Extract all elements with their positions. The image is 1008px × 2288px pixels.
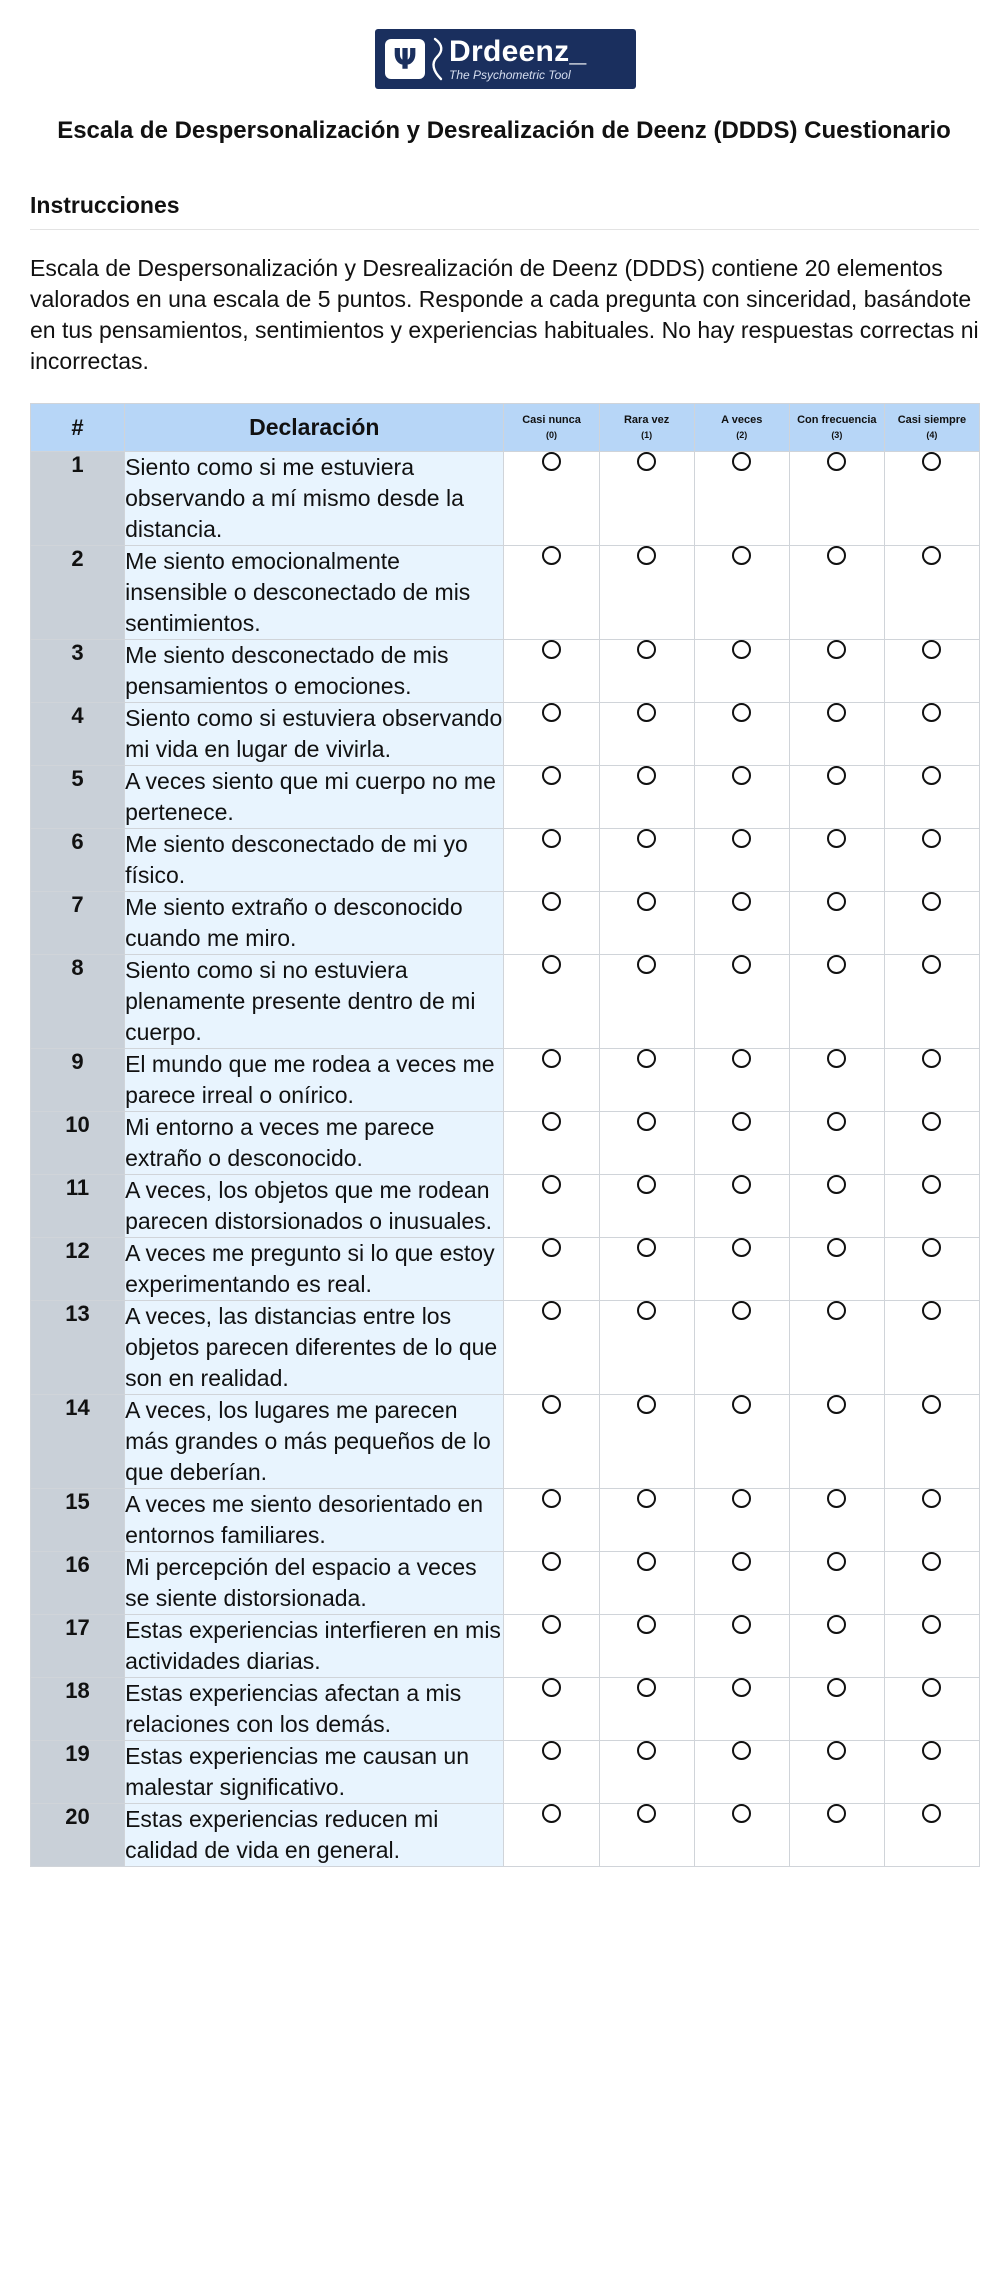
radio-option[interactable] — [732, 1238, 751, 1257]
item-number: 15 — [31, 1489, 125, 1552]
radio-option[interactable] — [732, 1552, 751, 1571]
radio-option[interactable] — [732, 1678, 751, 1697]
radio-option[interactable] — [542, 1112, 561, 1131]
radio-cell — [694, 703, 789, 766]
radio-option[interactable] — [732, 452, 751, 471]
radio-cell — [884, 1552, 979, 1615]
table-row — [31, 829, 980, 892]
radio-option[interactable] — [637, 1615, 656, 1634]
item-number: 3 — [31, 640, 125, 703]
item-statement: Me siento desconectado de mis pensamientos o emociones. — [125, 640, 504, 703]
table-row — [31, 892, 980, 955]
item-statement: A veces me pregunto si lo que estoy experimentando es real. — [125, 1238, 504, 1301]
radio-option[interactable] — [542, 766, 561, 785]
radio-option[interactable] — [922, 546, 941, 565]
radio-option[interactable] — [732, 1112, 751, 1131]
radio-cell — [504, 703, 599, 766]
radio-option[interactable] — [542, 1678, 561, 1697]
radio-cell — [504, 546, 599, 640]
radio-option[interactable] — [637, 1804, 656, 1823]
radio-option[interactable] — [827, 1238, 846, 1257]
radio-cell — [694, 1615, 789, 1678]
radio-option[interactable] — [922, 1489, 941, 1508]
radio-cell — [789, 452, 884, 546]
radio-cell — [789, 1238, 884, 1301]
option-score: (4) — [926, 429, 938, 440]
radio-option[interactable] — [542, 1238, 561, 1257]
radio-cell — [789, 955, 884, 1049]
header-option — [789, 404, 884, 452]
item-statement: Me siento extraño o desconocido cuando me miro. — [125, 892, 504, 955]
radio-option[interactable] — [827, 1112, 846, 1131]
item-statement: Siento como si me estuviera observando a mí mismo desde la distancia. — [125, 452, 504, 546]
radio-cell — [599, 1804, 694, 1867]
radio-option[interactable] — [637, 1301, 656, 1320]
radio-cell — [694, 1238, 789, 1301]
option-label: A veces — [721, 413, 763, 426]
radio-cell — [789, 640, 884, 703]
table-row — [31, 546, 980, 640]
radio-cell — [504, 829, 599, 892]
radio-option[interactable] — [827, 1678, 846, 1697]
radio-cell — [789, 1741, 884, 1804]
option-label: Casi nunca — [522, 413, 581, 426]
radio-cell — [884, 1049, 979, 1112]
radio-option[interactable] — [732, 1489, 751, 1508]
item-statement: A veces, los lugares me parecen más grandes o más pequeños de lo que deberían. — [125, 1395, 504, 1489]
option-score: (3) — [831, 429, 843, 440]
radio-cell — [694, 1395, 789, 1489]
table-row — [31, 1678, 980, 1741]
radio-option[interactable] — [542, 829, 561, 848]
radio-cell — [789, 1049, 884, 1112]
radio-cell — [884, 955, 979, 1049]
item-statement: Siento como si estuviera observando mi vida en lugar de vivirla. — [125, 703, 504, 766]
radio-cell — [504, 892, 599, 955]
radio-cell — [599, 1175, 694, 1238]
radio-option[interactable] — [542, 1615, 561, 1634]
item-statement: Estas experiencias me causan un malestar significativo. — [125, 1741, 504, 1804]
item-number: 20 — [31, 1804, 125, 1867]
radio-cell — [694, 892, 789, 955]
radio-option[interactable] — [922, 1238, 941, 1257]
radio-cell — [884, 829, 979, 892]
radio-cell — [599, 1395, 694, 1489]
radio-option[interactable] — [542, 1395, 561, 1414]
radio-option[interactable] — [827, 1552, 846, 1571]
radio-option[interactable] — [732, 1804, 751, 1823]
radio-cell — [884, 1804, 979, 1867]
psi-icon: Ψ — [385, 39, 425, 79]
table-row — [31, 1804, 980, 1867]
item-statement: Estas experiencias interfieren en mis actividades diarias. — [125, 1615, 504, 1678]
radio-cell — [789, 1395, 884, 1489]
radio-option[interactable] — [732, 1741, 751, 1760]
table-row — [31, 1049, 980, 1112]
radio-option[interactable] — [542, 955, 561, 974]
instructions-text: Escala de Despersonalización y Desrealización de Deenz (DDDS) contiene 20 elementos valorados en una escala de 5 puntos. Responde a cada pregunta con sinceridad, basándote en tus pensamientos, sentimientos y experiencias habituales. No hay respuestas correctas ni incorrectas. — [30, 255, 979, 374]
option-label: Rara vez — [623, 413, 670, 426]
item-number: 17 — [31, 1615, 125, 1678]
header-option — [694, 404, 789, 452]
radio-cell — [599, 829, 694, 892]
option-label: Casi siempre — [897, 413, 967, 426]
option-score: (1) — [641, 429, 653, 440]
item-number: 14 — [31, 1395, 125, 1489]
radio-option[interactable] — [732, 955, 751, 974]
table-row — [31, 640, 980, 703]
radio-cell — [504, 1301, 599, 1395]
table-row — [31, 1175, 980, 1238]
radio-cell — [884, 546, 979, 640]
radio-option[interactable] — [637, 640, 656, 659]
logo-tagline: The Psychometric Tool — [449, 67, 571, 82]
page-title: Escala de Despersonalización y Desrealización de Deenz (DDDS) Cuestionario — [57, 117, 951, 144]
instructions-heading: Instrucciones — [30, 192, 180, 218]
item-statement: Estas experiencias afectan a mis relaciones con los demás. — [125, 1678, 504, 1741]
radio-option[interactable] — [827, 829, 846, 848]
item-number: 9 — [31, 1049, 125, 1112]
radio-option[interactable] — [637, 1489, 656, 1508]
radio-option[interactable] — [637, 1552, 656, 1571]
radio-cell — [504, 1804, 599, 1867]
wave-icon — [431, 37, 445, 81]
radio-option[interactable] — [827, 1741, 846, 1760]
header-option — [599, 404, 694, 452]
radio-cell — [694, 1678, 789, 1741]
radio-option[interactable] — [827, 452, 846, 471]
radio-option[interactable] — [922, 1678, 941, 1697]
radio-cell — [599, 892, 694, 955]
radio-option[interactable] — [922, 829, 941, 848]
radio-cell — [884, 766, 979, 829]
item-number: 7 — [31, 892, 125, 955]
radio-cell — [789, 892, 884, 955]
radio-cell — [884, 1238, 979, 1301]
radio-cell — [694, 1552, 789, 1615]
radio-cell — [789, 766, 884, 829]
radio-option[interactable] — [922, 1804, 941, 1823]
radio-option[interactable] — [732, 892, 751, 911]
radio-option[interactable] — [637, 1678, 656, 1697]
header-option — [884, 404, 979, 452]
radio-option[interactable] — [732, 1395, 751, 1414]
item-statement: Me siento desconectado de mi yo físico. — [125, 829, 504, 892]
radio-cell — [694, 1741, 789, 1804]
radio-option[interactable] — [922, 766, 941, 785]
radio-option[interactable] — [732, 829, 751, 848]
radio-option[interactable] — [542, 452, 561, 471]
radio-cell — [789, 1489, 884, 1552]
radio-option[interactable] — [827, 640, 846, 659]
radio-cell — [599, 640, 694, 703]
item-statement: A veces, las distancias entre los objetos parecen diferentes de lo que son en realidad. — [125, 1301, 504, 1395]
item-number: 1 — [31, 452, 125, 546]
radio-option[interactable] — [922, 452, 941, 471]
radio-cell — [884, 1678, 979, 1741]
radio-cell — [789, 1175, 884, 1238]
item-statement: Me siento emocionalmente insensible o desconectado de mis sentimientos. — [125, 546, 504, 640]
radio-cell — [884, 1395, 979, 1489]
radio-option[interactable] — [542, 703, 561, 722]
radio-cell — [694, 452, 789, 546]
item-number: 18 — [31, 1678, 125, 1741]
radio-cell — [789, 829, 884, 892]
table-row — [31, 1301, 980, 1395]
item-statement: Mi entorno a veces me parece extraño o desconocido. — [125, 1112, 504, 1175]
radio-cell — [599, 1678, 694, 1741]
item-number: 12 — [31, 1238, 125, 1301]
radio-option[interactable] — [922, 892, 941, 911]
radio-option[interactable] — [637, 955, 656, 974]
item-number: 19 — [31, 1741, 125, 1804]
table-row — [31, 1489, 980, 1552]
radio-cell — [694, 1112, 789, 1175]
radio-option[interactable] — [922, 1615, 941, 1634]
radio-cell — [694, 829, 789, 892]
radio-option[interactable] — [732, 1615, 751, 1634]
item-statement: A veces me siento desorientado en entornos familiares. — [125, 1489, 504, 1552]
radio-cell — [884, 1301, 979, 1395]
radio-cell — [694, 546, 789, 640]
table-header-row — [31, 404, 980, 452]
radio-cell — [694, 955, 789, 1049]
radio-option[interactable] — [827, 546, 846, 565]
item-number: 13 — [31, 1301, 125, 1395]
radio-cell — [694, 1301, 789, 1395]
radio-cell — [884, 703, 979, 766]
radio-option[interactable] — [542, 1804, 561, 1823]
radio-cell — [504, 1112, 599, 1175]
radio-option[interactable] — [732, 1049, 751, 1068]
option-label: Con frecuencia — [797, 413, 877, 426]
radio-option[interactable] — [827, 766, 846, 785]
radio-cell — [884, 640, 979, 703]
radio-option[interactable] — [732, 546, 751, 565]
radio-cell — [884, 1175, 979, 1238]
radio-cell — [599, 1301, 694, 1395]
radio-option[interactable] — [922, 1552, 941, 1571]
radio-option[interactable] — [637, 1238, 656, 1257]
header-statement: Declaración — [125, 404, 504, 452]
table-body — [31, 452, 980, 1867]
option-score: (0) — [546, 429, 558, 440]
radio-cell — [504, 1489, 599, 1552]
radio-cell — [599, 1615, 694, 1678]
radio-cell — [504, 1741, 599, 1804]
radio-cell — [504, 1238, 599, 1301]
radio-cell — [599, 1049, 694, 1112]
radio-option[interactable] — [732, 640, 751, 659]
radio-cell — [504, 1395, 599, 1489]
table-row — [31, 766, 980, 829]
radio-option[interactable] — [542, 1049, 561, 1068]
radio-option[interactable] — [637, 1049, 656, 1068]
radio-option[interactable] — [542, 1301, 561, 1320]
drdeenz-logo — [375, 29, 636, 89]
questionnaire-table — [30, 403, 980, 1867]
radio-option[interactable] — [922, 1301, 941, 1320]
radio-cell — [504, 1678, 599, 1741]
radio-cell — [599, 703, 694, 766]
item-number: 8 — [31, 955, 125, 1049]
radio-option[interactable] — [922, 703, 941, 722]
radio-option[interactable] — [922, 1741, 941, 1760]
radio-cell — [884, 1741, 979, 1804]
radio-cell — [694, 766, 789, 829]
radio-cell — [884, 1489, 979, 1552]
radio-option[interactable] — [542, 640, 561, 659]
item-number: 6 — [31, 829, 125, 892]
item-statement: Mi percepción del espacio a veces se siente distorsionada. — [125, 1552, 504, 1615]
radio-cell — [599, 1238, 694, 1301]
header-option — [504, 404, 599, 452]
table-row — [31, 1552, 980, 1615]
radio-cell — [694, 1804, 789, 1867]
radio-cell — [599, 766, 694, 829]
radio-option[interactable] — [637, 452, 656, 471]
radio-option[interactable] — [637, 1395, 656, 1414]
radio-cell — [884, 892, 979, 955]
radio-cell — [504, 1552, 599, 1615]
table-row — [31, 1615, 980, 1678]
radio-cell — [599, 1112, 694, 1175]
table-row — [31, 703, 980, 766]
radio-option[interactable] — [827, 1804, 846, 1823]
radio-cell — [504, 1175, 599, 1238]
item-number: 5 — [31, 766, 125, 829]
radio-option[interactable] — [827, 703, 846, 722]
table-row — [31, 1112, 980, 1175]
table-row — [31, 1741, 980, 1804]
radio-option[interactable] — [827, 892, 846, 911]
radio-option[interactable] — [732, 703, 751, 722]
item-number: 2 — [31, 546, 125, 640]
item-number: 16 — [31, 1552, 125, 1615]
radio-option[interactable] — [827, 1049, 846, 1068]
radio-option[interactable] — [922, 1049, 941, 1068]
radio-option[interactable] — [827, 1175, 846, 1194]
table-row — [31, 452, 980, 546]
radio-cell — [504, 1615, 599, 1678]
radio-option[interactable] — [922, 1395, 941, 1414]
radio-cell — [789, 1552, 884, 1615]
radio-cell — [504, 640, 599, 703]
radio-option[interactable] — [637, 1741, 656, 1760]
radio-cell — [599, 546, 694, 640]
radio-cell — [884, 1615, 979, 1678]
radio-cell — [884, 1112, 979, 1175]
radio-option[interactable] — [542, 1552, 561, 1571]
item-statement: A veces siento que mi cuerpo no me pertenece. — [125, 766, 504, 829]
header-number: # — [31, 404, 125, 452]
item-statement: Siento como si no estuviera plenamente presente dentro de mi cuerpo. — [125, 955, 504, 1049]
radio-option[interactable] — [827, 955, 846, 974]
radio-cell — [504, 955, 599, 1049]
radio-cell — [789, 1678, 884, 1741]
radio-option[interactable] — [542, 546, 561, 565]
radio-cell — [599, 452, 694, 546]
radio-cell — [789, 1615, 884, 1678]
radio-option[interactable] — [827, 1615, 846, 1634]
radio-option[interactable] — [637, 892, 656, 911]
logo-brand: Drdeenz_ — [449, 34, 587, 68]
radio-cell — [694, 640, 789, 703]
radio-cell — [694, 1489, 789, 1552]
table-row — [31, 1238, 980, 1301]
radio-option[interactable] — [827, 1489, 846, 1508]
divider — [30, 229, 979, 230]
radio-option[interactable] — [827, 1301, 846, 1320]
radio-cell — [789, 1301, 884, 1395]
radio-cell — [694, 1175, 789, 1238]
item-statement: A veces, los objetos que me rodean parecen distorsionados o inusuales. — [125, 1175, 504, 1238]
radio-option[interactable] — [637, 546, 656, 565]
radio-cell — [504, 766, 599, 829]
radio-option[interactable] — [922, 1112, 941, 1131]
radio-cell — [694, 1049, 789, 1112]
item-statement: Estas experiencias reducen mi calidad de vida en general. — [125, 1804, 504, 1867]
radio-cell — [599, 1741, 694, 1804]
radio-option[interactable] — [922, 1175, 941, 1194]
radio-cell — [599, 955, 694, 1049]
radio-option[interactable] — [637, 829, 656, 848]
radio-option[interactable] — [542, 1175, 561, 1194]
table-row — [31, 1395, 980, 1489]
radio-cell — [789, 1112, 884, 1175]
table-row — [31, 955, 980, 1049]
radio-cell — [599, 1552, 694, 1615]
radio-option[interactable] — [922, 640, 941, 659]
item-number: 4 — [31, 703, 125, 766]
radio-option[interactable] — [637, 703, 656, 722]
item-number: 11 — [31, 1175, 125, 1238]
radio-option[interactable] — [637, 766, 656, 785]
item-statement: El mundo que me rodea a veces me parece irreal o onírico. — [125, 1049, 504, 1112]
radio-cell — [504, 1049, 599, 1112]
radio-cell — [504, 452, 599, 546]
radio-cell — [599, 1489, 694, 1552]
radio-cell — [789, 703, 884, 766]
radio-option[interactable] — [542, 892, 561, 911]
radio-cell — [789, 1804, 884, 1867]
radio-option[interactable] — [732, 1301, 751, 1320]
radio-option[interactable] — [637, 1175, 656, 1194]
radio-option[interactable] — [542, 1741, 561, 1760]
radio-option[interactable] — [827, 1395, 846, 1414]
radio-option[interactable] — [637, 1112, 656, 1131]
radio-option[interactable] — [732, 1175, 751, 1194]
radio-option[interactable] — [922, 955, 941, 974]
item-number: 10 — [31, 1112, 125, 1175]
radio-cell — [789, 546, 884, 640]
radio-option[interactable] — [542, 1489, 561, 1508]
option-score: (2) — [736, 429, 748, 440]
radio-cell — [884, 452, 979, 546]
radio-option[interactable] — [732, 766, 751, 785]
